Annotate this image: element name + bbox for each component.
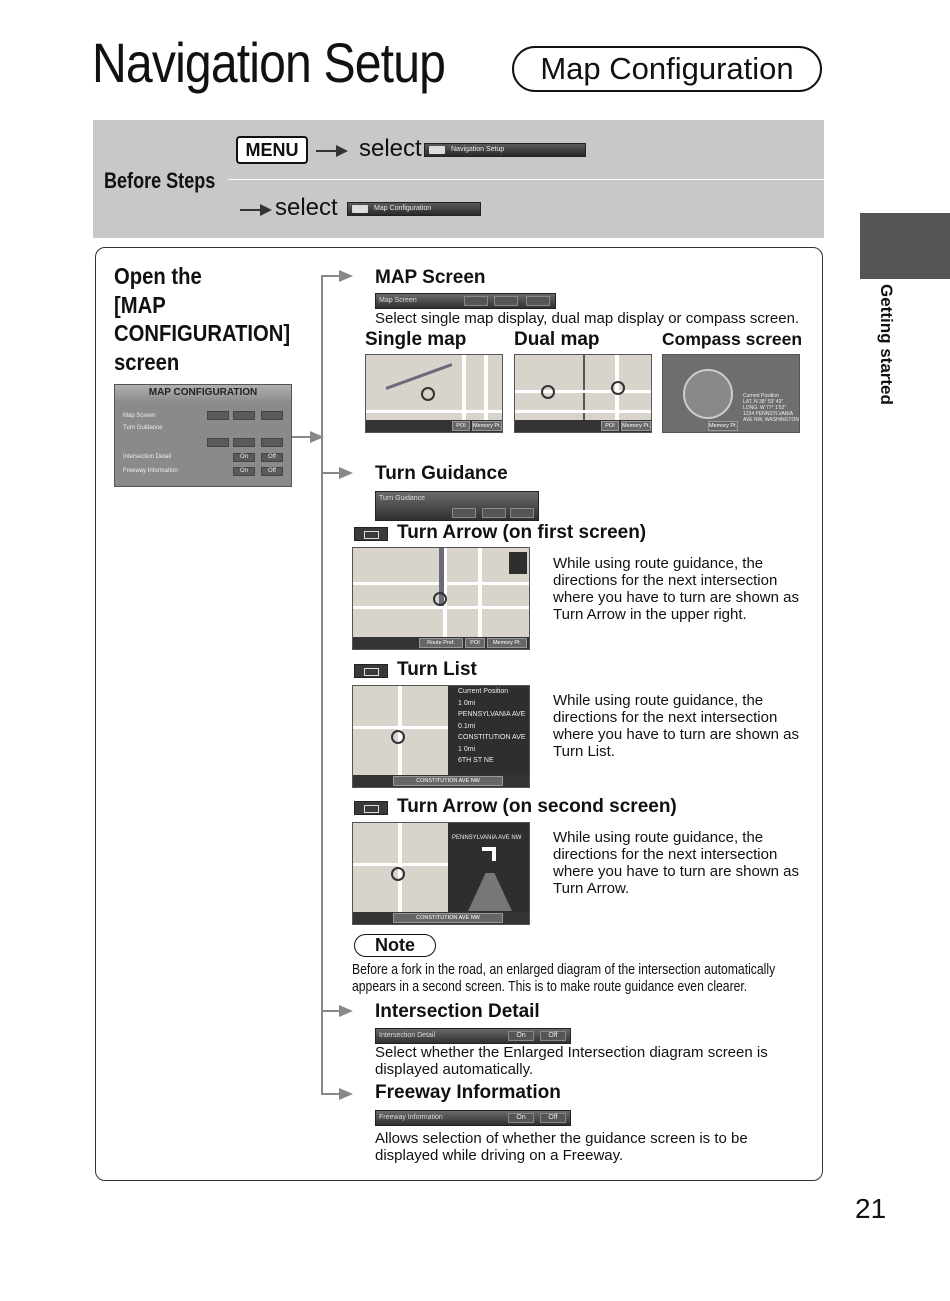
street-name-bar: CONSTITUTION AVE NW [393,776,503,786]
connector-arrow-icon [321,1010,351,1012]
street-name-bar: CONSTITUTION AVE NW [393,913,503,923]
map-screen-bar-image [375,293,556,309]
open-heading-line: CONFIGURATION] [114,320,291,346]
intersection-off-button: Off [540,1031,566,1041]
wrench-icon [429,146,445,154]
open-heading-line: [MAP [114,291,166,318]
map-screen-bar-label: Map Screen [379,297,417,304]
connector-arrow-icon [321,1093,351,1095]
menu-key: MENU [236,136,308,164]
turn-list-text: While using route guidance, the directions for the next intersection where you have to turn are shown as Turn List. [553,692,799,760]
connector-arrow-icon [292,436,322,438]
freeway-information-bar-label: Freeway Information [379,1114,443,1121]
mc-turn-arrow-second-icon [261,438,283,447]
map-screen-description: Select single map display, dual map display or compass screen. [375,310,800,327]
turn-arrow-first-icon [354,527,388,541]
note-text: Before a fork in the road, an enlarged diagram of the intersection automatically appears in a second screen. This is to make route guidance even clearer. [352,962,776,995]
map-configuration-button-label: Map Configuration [374,205,432,212]
mc-row-map-screen: Map Screen [123,413,156,419]
vehicle-position-icon [541,385,555,399]
compass-screenshot [662,354,800,433]
section-subtitle: Map Configuration [512,46,822,92]
compass-memory-button: Memory Pt. [709,423,738,429]
before-steps-divider [228,179,824,180]
intersection-detail-heading: Intersection Detail [375,1001,540,1022]
turn-list-screenshot [352,685,530,788]
map-configuration-screen-title: MAP CONFIGURATION [115,385,291,401]
vehicle-position-icon [391,730,405,744]
step-arrow-icon [240,209,270,211]
page-title: Navigation Setup [92,31,446,94]
poi-button: POI [465,638,485,648]
mc-row-intersection: Intersection Detail [123,454,172,460]
mc-off-button: Off [261,453,283,462]
turn-guidance-bar-image [375,491,539,521]
freeway-on-button: On [508,1113,534,1123]
route-pref-button: Route Pref. [419,638,463,648]
memory-point-button: Memory Pt. [487,638,527,648]
turn-list-panel: Current Position 1 0mi PENNSYLVANIA AVE 0.1mi CONSTITUTION AVE 1 0mi 6TH ST NE [448,686,530,777]
single-map-option-icon [464,296,488,306]
turn-arrow-option-icon [452,508,476,518]
connector-arrow-icon [321,472,351,474]
step2-select-text: select [275,194,338,221]
navigation-setup-button-image [424,143,586,157]
step-arrow-icon [316,150,346,152]
compass-screen-label: Compass screen [662,329,803,349]
intersection-detail-bar-label: Intersection Detail [379,1032,436,1039]
compass-info: Current Position LAT. N 38° 53' 43" LONG. W 77° 1'52" 1234 PENNSYLVANIA AVE NW, WASHINGTON [743,393,800,423]
turn-list-icon [354,664,388,678]
open-heading-line: Open the [114,263,202,289]
step1-select-text: select [359,135,422,162]
right-turn-arrow-icon [482,847,496,861]
mc-on-button: On [233,453,255,462]
map-configuration-button-image [347,202,481,216]
vehicle-position-icon [611,381,625,395]
turn-arrow-panel [448,823,530,914]
mc-turn-arrow-icon [207,438,229,447]
vehicle-position-icon [421,387,435,401]
turn-arrow-first-title: Turn Arrow (on first screen) [397,522,647,543]
turn-arrow-second-title: Turn Arrow (on second screen) [397,796,677,817]
intersection-on-button: On [508,1031,534,1041]
map-icon [352,205,368,213]
dual-map-label: Dual map [514,329,600,350]
mc-on-button: On [233,467,255,476]
single-map-label: Single map [365,329,467,350]
map-configuration-screen-image [114,384,292,487]
turn-arrow-second-screenshot [352,822,530,925]
mc-dual-map-icon [233,411,255,420]
section-tab [860,213,950,279]
mc-compass-icon [261,411,283,420]
vehicle-position-icon [433,592,447,606]
turn-guidance-bar-label: Turn Guidance [379,495,426,502]
vehicle-position-icon [391,867,405,881]
road-perspective-icon [468,873,512,911]
arrow-screen-street: PENNSYLVANIA AVE NW [452,835,522,841]
freeway-off-button: Off [540,1113,566,1123]
intersection-detail-description: Select whether the Enlarged Intersection diagram screen is displayed automatically. [375,1044,768,1078]
navigation-setup-button-label: Navigation Setup [451,146,505,153]
note-label: Note [354,934,436,957]
turn-list-title: Turn List [397,659,477,680]
dual-map-screenshot [514,354,652,433]
mc-turn-list-icon [233,438,255,447]
turn-arrow-second-text: While using route guidance, the directions for the next intersection where you have to turn are shown as Turn Arrow. [553,829,799,897]
mc-off-button: Off [261,467,283,476]
map-poi-button: POI [601,421,619,431]
map-memory-button: Memory Pt. [622,423,651,429]
turn-arrow-indicator-icon [509,552,527,574]
before-steps-label: Before Steps [104,168,216,193]
connector-line [321,275,323,1095]
freeway-information-description: Allows selection of whether the guidance screen is to be displayed while driving on a Freeway. [375,1130,748,1164]
freeway-information-heading: Freeway Information [375,1082,561,1103]
dual-map-option-icon [494,296,518,306]
intersection-detail-bar-image [375,1028,571,1044]
compass-option-icon [526,296,550,306]
connector-arrow-icon [321,275,351,277]
mc-row-turn-guidance: Turn Guidance [123,425,163,431]
freeway-information-bar-image [375,1110,571,1126]
turn-arrow-second-option-icon [510,508,534,518]
side-tab-label: Getting started [877,284,896,405]
open-heading [114,262,290,376]
turn-list-option-icon [482,508,506,518]
turn-guidance-heading: Turn Guidance [375,463,508,484]
single-map-screenshot [365,354,503,433]
turn-arrow-second-icon [354,801,388,815]
map-memory-button: Memory Pt. [473,423,502,429]
mc-single-map-icon [207,411,229,420]
map-poi-button: POI [452,421,470,431]
mc-row-freeway: Freeway Information [123,468,178,474]
map-screen-heading: MAP Screen [375,267,486,288]
turn-arrow-first-screenshot [352,547,530,650]
open-heading-line: screen [114,348,180,375]
page-number: 21 [855,1193,887,1224]
compass-icon [683,369,733,419]
turn-arrow-first-text: While using route guidance, the directions for the next intersection where you have to turn are shown as Turn Arrow in the upper right. [553,555,799,623]
